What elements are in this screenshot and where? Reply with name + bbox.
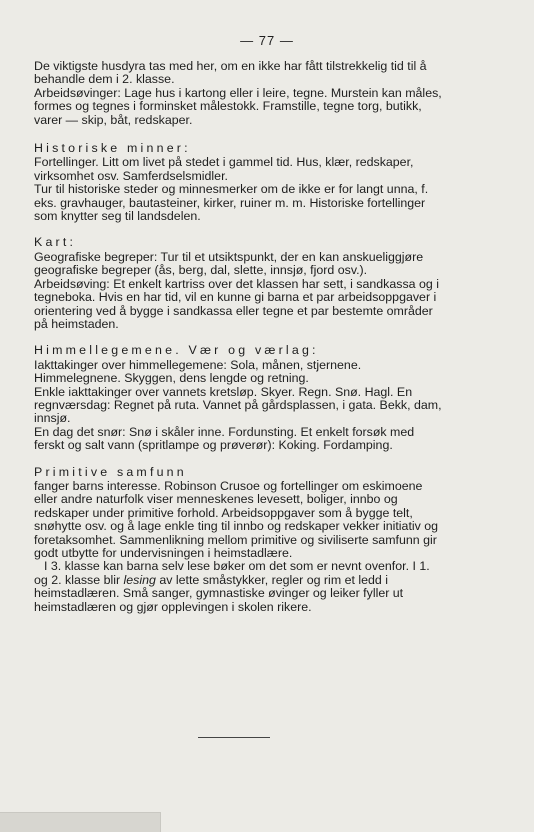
section-heading-historiske-minner: Historiske minner: (34, 141, 191, 156)
closing-text-start: I 3. klasse kan barna selv lese bøker om det som er nevnt ovenfor. I 1. og 2. klasse blir (34, 559, 430, 587)
end-rule (198, 737, 270, 738)
page-number: — 77 — (240, 33, 294, 48)
section-paragraph: fanger barns interesse. Robinson Crusoe og fortellinger om eskimoene eller andre naturfolk viser menneskenes levesett, boliger, innbo og redskaper under primitive forhold. Arbeidsoppgaver som å bygge telt, snøhytte osv. og å lage enkle ting til innbo og redskaper vekker initiativ og foretaksomhet. Sammenlikning mellom primitive og siviliserte samfunn gir godt utbytte for undervisningen i heimstadlære. (34, 478, 439, 560)
closing-text-end: av lette småstykker, regler og rim et ledd i heimstadlæren. Små sanger, gymnastiske øvinger og leiker fyller ut heimstadlæren og gjør opplevingen i skolen rikere. (34, 572, 404, 614)
section-heading-primitive-samfunn: Primitive samfunn (34, 464, 187, 479)
section-heading-kart: Kart: (34, 235, 77, 250)
section-paragraph: Enkle iakttakinger over vannets kretsløp. Skyer. Regn. Snø. Hagl. En regnværsdag: Regnet på ruta. Vannet på gårdsplassen, i gata. Bekk, dam, innsjø. (34, 384, 442, 426)
section-paragraph: En dag det snør: Snø i skåler inne. Fordunsting. Et enkelt forsøk med ferskt og salt vann (spritlampe og prøverør): Koking. Fordamping. (34, 424, 415, 453)
section-paragraph: Iakttakinger over himmellegemene: Sola, månen, stjernene. Himmelegnene. Skyggen, dens lengde og retning. (34, 357, 362, 386)
section-heading-himmellegemene: Himmellegemene. Vær og værlag: (34, 343, 319, 358)
page-text (34, 60, 446, 614)
intro-paragraph: Arbeidsøvinger: Lage hus i kartong eller i leire, tegne. Murstein kan måles, formes og tegnes i forminsket målestokk. Framstille, tegne torg, butikk, varer — skip, båt, redskaper. (34, 85, 442, 127)
closing-paragraph (34, 560, 446, 614)
section-paragraph: Tur til historiske steder og minnesmerker om de ikke er for langt unna, f. eks. gravhauger, bautasteiner, kirker, ruiner m. m. Historiske fortellinger som knytter seg til landsdelen. (34, 182, 429, 224)
page-tab-stub (0, 812, 161, 832)
section-paragraph: Fortellinger. Litt om livet på stedet i gammel tid. Hus, klær, redskaper, virksomhet osv. Samferdselsmidler. (34, 155, 414, 183)
section-paragraph: Geografiske begreper: Tur til et utsiktspunkt, der en kan anskueliggjøre geografiske begreper (ås, berg, dal, slette, innsjø, fjord osv.). (34, 249, 424, 278)
intro-paragraph: De viktigste husdyra tas med her, om en ikke har fått tilstrekkelig tid til å behandle dem i 2. klasse. (34, 59, 427, 87)
section-paragraph: Arbeidsøving: Et enkelt kartriss over det klassen har sett, i sandkassa og i tegneboka. Hvis en har tid, vil en kunne gi barna et par arbeidsoppgaver i orientering ved å bygge i sandkassa eller tegne et par bestemte områder på heimstaden. (34, 276, 439, 331)
closing-emphasis: lesing (123, 572, 156, 587)
